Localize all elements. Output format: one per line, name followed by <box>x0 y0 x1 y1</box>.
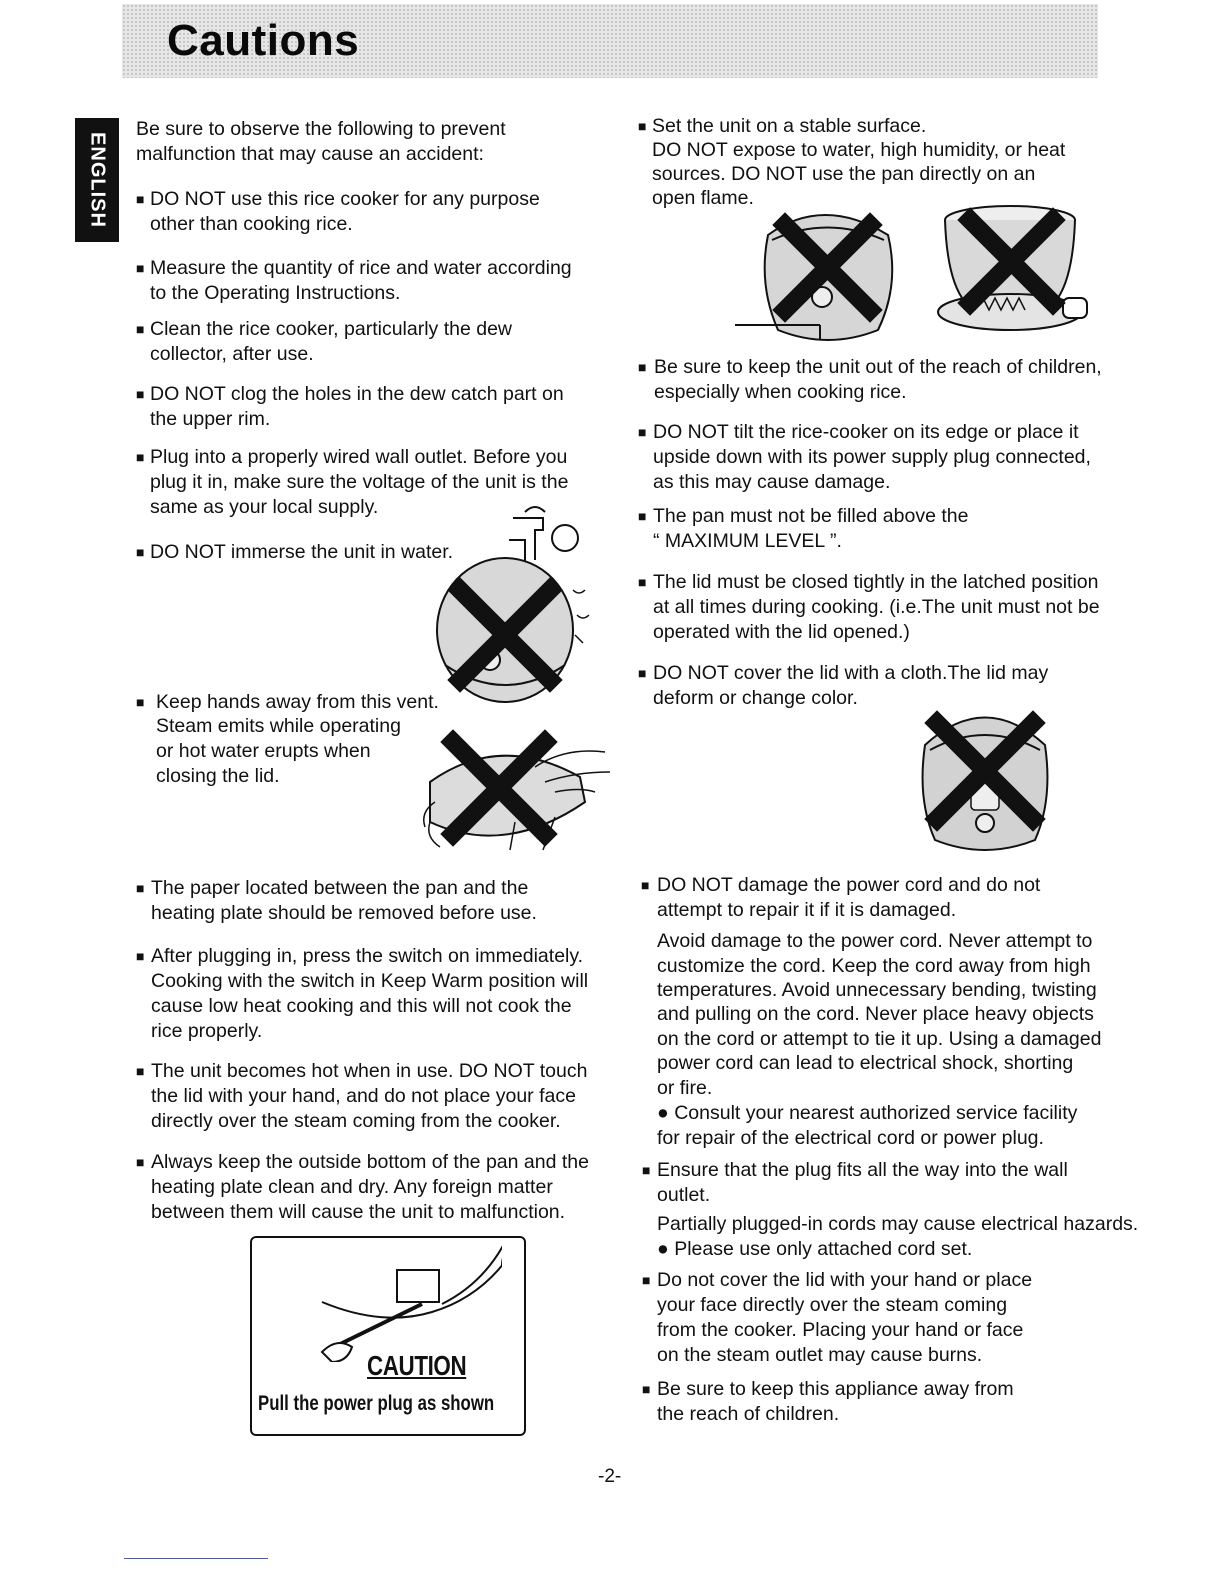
caution-item-text: DO NOT expose to water, high humidity, or heat <box>652 139 1066 161</box>
bullet: ■ <box>638 118 647 134</box>
caution-item-text: operated with the lid opened.) <box>653 621 910 643</box>
caution-item-text: DO NOT tilt the rice-cooker on its edge or place it <box>653 421 1079 443</box>
bullet: ■ <box>638 508 647 524</box>
power-cord-paragraph: on the cord or attempt to tie it up. Using a damaged <box>657 1028 1102 1050</box>
bullet: ■ <box>136 948 145 964</box>
power-cord-paragraph: power cord can lead to electrical shock, shorting <box>657 1052 1074 1074</box>
caution-item-text: Be sure to keep the unit out of the reach of children, <box>654 356 1102 378</box>
caution-item-text: The unit becomes hot when in use. DO NOT touch <box>151 1060 588 1082</box>
caution-item-text: DO NOT use this rice cooker for any purpose <box>150 188 540 210</box>
bullet: ■ <box>638 359 647 375</box>
caution-item-text: Cooking with the switch in Keep Warm position will <box>151 970 589 992</box>
caution-item-text: Always keep the outside bottom of the pan and the <box>151 1151 589 1173</box>
page-number: -2- <box>598 1466 622 1487</box>
caution-item-text: as this may cause damage. <box>653 471 891 493</box>
caution-item-text: Set the unit on a stable surface. <box>652 115 927 137</box>
caution-item-text: the reach of children. <box>657 1403 840 1425</box>
caution-item-text: the upper rim. <box>150 408 271 430</box>
caution-item-text: The pan must not be filled above the <box>653 505 969 527</box>
caution-heading: CAUTION <box>367 1350 467 1381</box>
caution-instruction: Pull the power plug as shown <box>258 1392 495 1415</box>
caution-item-text: rice properly. <box>151 1020 263 1042</box>
bullet: ■ <box>642 1272 651 1288</box>
header-banner <box>122 4 1098 78</box>
caution-item-text: on the steam outlet may cause burns. <box>657 1344 983 1366</box>
caution-item-text: closing the lid. <box>156 765 280 787</box>
bullet: ■ <box>638 424 647 440</box>
hand-over-vent-icon <box>405 722 620 852</box>
caution-item-text: “ MAXIMUM LEVEL ”. <box>653 530 842 552</box>
caution-item-text: open flame. <box>652 187 754 209</box>
caution-item-text: especially when cooking rice. <box>654 381 907 403</box>
caution-item-text: Ensure that the plug fits all the way into the wall <box>657 1159 1068 1181</box>
bullet: ■ <box>136 694 145 710</box>
caution-item-text: Measure the quantity of rice and water according <box>150 257 572 279</box>
bullet: ■ <box>136 321 145 337</box>
caution-item-text: heating plate clean and dry. Any foreign matter <box>151 1176 553 1198</box>
caution-item-text: The lid must be closed tightly in the latched position <box>653 571 1099 593</box>
caution-item-text: DO NOT cover the lid with a cloth.The lid may <box>653 662 1049 684</box>
language-tab <box>75 118 119 242</box>
caution-item-text: deform or change color. <box>653 687 858 709</box>
caution-item-text: attempt to repair it if it is damaged. <box>657 899 957 921</box>
caution-item-text: from the cooker. Placing your hand or face <box>657 1319 1024 1341</box>
consult-note: for repair of the electrical cord or power plug. <box>657 1127 1044 1149</box>
power-cord-paragraph: or fire. <box>657 1077 713 1099</box>
consult-note: ● Consult your nearest authorized service facility <box>657 1102 1078 1124</box>
bullet: ■ <box>136 260 145 276</box>
bullet: ■ <box>136 386 145 402</box>
caution-item-text: directly over the steam coming from the cooker. <box>151 1110 561 1132</box>
caution-item-text: Clean the rice cooker, particularly the dew <box>150 318 513 340</box>
pull-plug-icon <box>302 1242 502 1362</box>
bullet: ■ <box>642 1162 651 1178</box>
caution-item-text: upside down with its power supply plug connected, <box>653 446 1091 468</box>
caution-item-text: cause low heat cooking and this will not cook the <box>151 995 572 1017</box>
bullet: ■ <box>136 1154 145 1170</box>
cooker-under-faucet-icon <box>425 500 610 710</box>
caution-item-text: sources. DO NOT use the pan directly on an <box>652 163 1036 185</box>
caution-item-text: Plug into a properly wired wall outlet. Before you <box>150 446 568 468</box>
caution-item-text: Be sure to keep this appliance away from <box>657 1378 1014 1400</box>
caution-item-text: The paper located between the pan and the <box>151 877 529 899</box>
cooker-covered-with-cloth-icon <box>915 705 1055 855</box>
caution-item-text: same as your local supply. <box>150 496 379 518</box>
bullet: ■ <box>136 191 145 207</box>
bullet: ■ <box>641 877 650 893</box>
intro-line-2: malfunction that may cause an accident: <box>136 143 484 165</box>
caution-item-text: After plugging in, press the switch on immediately. <box>151 945 584 967</box>
bullet: ■ <box>136 880 145 896</box>
power-cord-paragraph: Avoid damage to the power cord. Never attempt to <box>657 930 1093 952</box>
partial-plug-note: ● Please use only attached cord set. <box>657 1238 973 1260</box>
caution-item-text: Steam emits while operating <box>156 715 401 737</box>
caution-item-text: heating plate should be removed before use. <box>151 902 537 924</box>
caution-item-text: to the Operating Instructions. <box>150 282 401 304</box>
caution-item-text: DO NOT immerse the unit in water. <box>150 541 454 563</box>
cooker-open-flame-icon <box>730 195 905 345</box>
power-cord-paragraph: and pulling on the cord. Never place heavy objects <box>657 1003 1094 1025</box>
caution-item-text: collector, after use. <box>150 343 314 365</box>
partial-plug-note: Partially plugged-in cords may cause electrical hazards. <box>657 1213 1139 1235</box>
caution-item-text: or hot water erupts when <box>156 740 371 762</box>
pull-plug-caution-box <box>250 1236 526 1436</box>
caution-item-text: other than cooking rice. <box>150 213 353 235</box>
caution-item-text: outlet. <box>657 1184 711 1206</box>
caution-item-text: plug it in, make sure the voltage of the unit is the <box>150 471 569 493</box>
bullet: ■ <box>638 574 647 590</box>
bullet: ■ <box>136 449 145 465</box>
caution-item-text: DO NOT clog the holes in the dew catch part on <box>150 383 564 405</box>
caution-item-text: DO NOT damage the power cord and do not <box>657 874 1041 896</box>
caution-item-text: Keep hands away from this vent. <box>156 691 439 713</box>
bullet: ■ <box>642 1381 651 1397</box>
power-cord-paragraph: temperatures. Avoid unnecessary bending, twisting <box>657 979 1097 1001</box>
bullet: ■ <box>638 665 647 681</box>
bullet: ■ <box>136 544 145 560</box>
page-title: Cautions <box>167 16 360 65</box>
caution-item-text: between them will cause the unit to malfunction. <box>151 1201 566 1223</box>
caution-item-text: at all times during cooking. (i.e.The unit must not be <box>653 596 1100 618</box>
footer-divider <box>124 1558 268 1559</box>
caution-item-text: your face directly over the steam coming <box>657 1294 1008 1316</box>
bullet: ■ <box>136 1063 145 1079</box>
language-tab-label: ENGLISH <box>86 132 109 228</box>
power-cord-paragraph: customize the cord. Keep the cord away from high <box>657 955 1091 977</box>
pan-on-stove-icon <box>935 200 1100 340</box>
intro-line-1: Be sure to observe the following to prevent <box>136 118 506 140</box>
caution-item-text: the lid with your hand, and do not place your face <box>151 1085 576 1107</box>
caution-item-text: Do not cover the lid with your hand or place <box>657 1269 1033 1291</box>
